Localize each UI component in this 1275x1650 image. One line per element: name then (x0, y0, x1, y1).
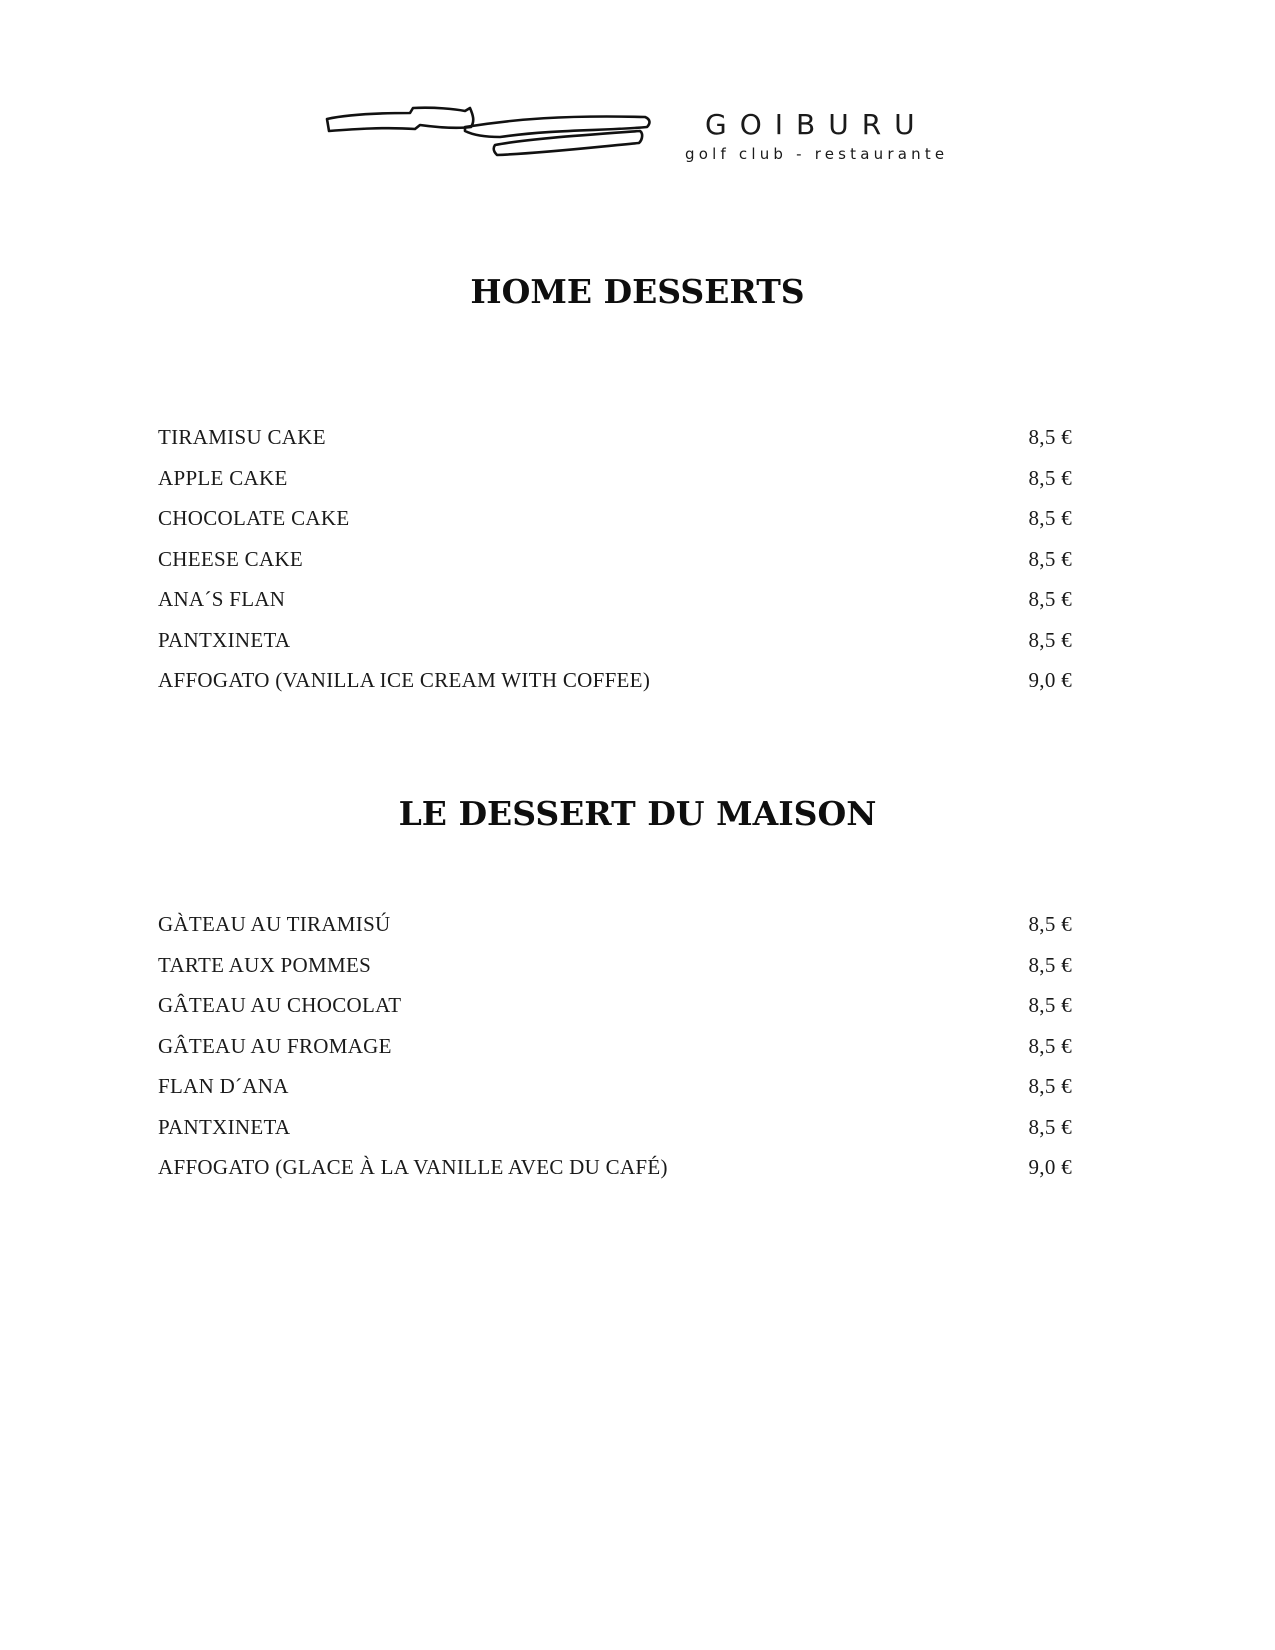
menu-list-le-dessert-du-maison (158, 912, 1072, 1196)
menu-item-price: 8,5 € (1028, 912, 1072, 936)
menu-item (158, 912, 1072, 953)
menu-item (158, 993, 1072, 1034)
menu-item-name: APPLE CAKE (158, 465, 288, 490)
menu-item (158, 547, 1072, 588)
menu-item-name: GÂTEAU AU CHOCOLAT (158, 993, 402, 1017)
menu-item-price: 9,0 € (1028, 668, 1072, 692)
menu-item-price: 8,5 € (1028, 993, 1072, 1017)
menu-item (158, 1074, 1072, 1115)
menu-item-name: AFFOGATO (GLACE À LA VANILLE AVEC DU CAFÉ) (158, 1155, 668, 1179)
menu-item-price: 9,0 € (1028, 1155, 1072, 1179)
menu-item (158, 1115, 1072, 1156)
menu-item (158, 1034, 1072, 1075)
brand-name: GOIBURU (705, 108, 928, 141)
section-title-le-dessert-du-maison: LE DESSERT DU MAISON (398, 794, 877, 833)
menu-item-price: 8,5 € (1028, 1114, 1072, 1139)
menu-item (158, 587, 1072, 628)
menu-item (158, 668, 1072, 709)
brushstroke-logo-icon (325, 105, 665, 165)
menu-item-price: 8,5 € (1028, 1033, 1072, 1058)
menu-item-name: CHOCOLATE CAKE (158, 506, 350, 530)
brand-subtitle: golf club - restaurante (685, 145, 949, 163)
menu-item-name: PANTXINETA (158, 1114, 291, 1139)
menu-item-name: AFFOGATO (VANILLA ICE CREAM WITH COFFEE) (158, 668, 651, 692)
menu-item-name: GÂTEAU AU FROMAGE (158, 1033, 392, 1058)
menu-item-price: 8,5 € (1028, 465, 1072, 490)
menu-item-price: 8,5 € (1028, 627, 1072, 652)
menu-item-price: 8,5 € (1028, 1074, 1072, 1098)
menu-list-home-desserts (158, 425, 1072, 709)
menu-item-name: PANTXINETA (158, 627, 291, 652)
menu-item (158, 506, 1072, 547)
menu-item-price: 8,5 € (1028, 587, 1072, 611)
menu-item (158, 953, 1072, 994)
section-title-home-desserts: HOME DESSERTS (470, 272, 805, 311)
menu-item-price: 8,5 € (1028, 952, 1072, 977)
menu-item-name: FLAN D´ANA (158, 1074, 289, 1098)
menu-item (158, 466, 1072, 507)
menu-item (158, 628, 1072, 669)
menu-item-name: GÀTEAU AU TIRAMISÚ (158, 912, 391, 936)
menu-item (158, 425, 1072, 466)
menu-item-price: 8,5 € (1028, 506, 1072, 530)
menu-item-name: TARTE AUX POMMES (158, 952, 372, 977)
restaurant-logo (325, 105, 985, 175)
menu-item-name: CHEESE CAKE (158, 546, 304, 571)
menu-item (158, 1155, 1072, 1196)
menu-item-price: 8,5 € (1028, 546, 1072, 571)
menu-item-price: 8,5 € (1028, 425, 1072, 449)
menu-item-name: TIRAMISU CAKE (158, 425, 326, 449)
menu-item-name: ANA´S FLAN (158, 587, 286, 611)
